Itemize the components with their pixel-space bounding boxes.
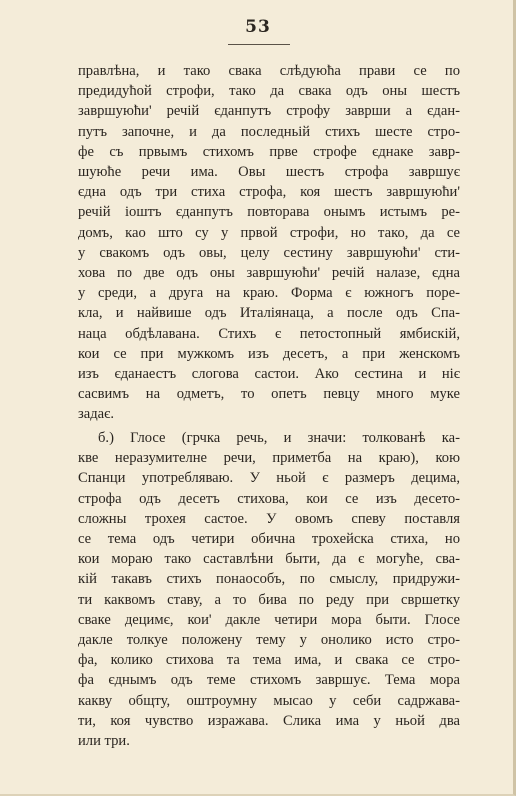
text-line: кій такавъ стихъ понаособъ, по смыслу, придружи- [78, 571, 460, 588]
text-line: фа єднымъ одъ теме стихомъ завршує. Тема мора [78, 672, 460, 689]
text-line: задає. [78, 406, 115, 423]
text-line: домъ, као што су у првой строфи, но тако, да се [78, 224, 460, 241]
text-line: изъ єданаестъ слогова састои. Ако сестина и ніє [78, 366, 460, 382]
text-line: шуюће речи има. Овы шестъ строфа завршує [78, 164, 460, 180]
text-line: дакле толкуе положену тему у онолико исто стро- [78, 632, 460, 648]
text-line: путъ започне, и да последньій стихъ шесте стро- [78, 123, 460, 140]
text-line: строфа одъ десетъ стихова, кои се изъ десето- [78, 490, 460, 507]
text-line: ти каквомъ ставу, а то бива по реду при свршетку [78, 591, 460, 608]
text-line: Спанци употребляваю. У ньой є размеръ децима, [78, 470, 460, 487]
text-line: сложны трохея састое. У овомъ спеву поставля [78, 510, 460, 527]
text-line: сваке децимє, кои' дакле четири мора быти. Глосе [78, 611, 460, 628]
text-line: б.) Глосе (грчка речь, и значи: толкованѣ ка- [98, 430, 460, 446]
text-line: наца обдѣлавана. Стихъ є петостопный ямбискій, [78, 325, 460, 342]
text-line: речій іоштъ єданпутъ повторава онымъ истымъ ре- [78, 204, 460, 221]
text-line: кои мораю тако саставлѣни быти, да є могуће, сва- [78, 551, 460, 568]
text-line: кои се при мужкомъ изъ десетъ, а при женскомъ [78, 345, 460, 362]
text-line: кве неразумителне речи, приметба на краю), кою [78, 450, 460, 467]
text-line: ти, коя чувство изражава. Слика има у ньой два [78, 712, 460, 729]
text-line: се тема одъ четири обична трохейска стиха, но [78, 531, 460, 547]
text-line: фе съ првымъ стихомъ прве строфе єднаке завр- [78, 143, 460, 160]
text-line: єдна одъ три стиха строфа, коя шестъ завршуюћи' [78, 184, 460, 201]
text-line: завршуюћи' речій єданпутъ строфу заврши а єдан- [78, 103, 460, 120]
text-line: у среди, а друга на краю. Форма є южногъ поре- [78, 285, 460, 302]
text-line: предидућой строфи, тако да свака одъ оны шестъ [78, 83, 460, 100]
text-line: сасвимъ на одметъ, то опетъ певцу много муке [78, 386, 460, 403]
text-line: какву общту, оштроумну мысао у себи садржава- [78, 692, 460, 709]
header-rule [228, 44, 290, 45]
text-line: или три. [78, 733, 130, 749]
page-number: 53 [245, 17, 271, 37]
text-line: хова по две одъ оны завршуюћи' речій налазе, єдна [78, 265, 460, 281]
text-line: правлѣна, и тако свака слѣдуюћа прави се по [78, 63, 460, 79]
text-line: у свакомъ одъ овы, целу сестину завршуюћи' сти- [78, 244, 460, 261]
text-line: фа, колико стихова та тема има, и свака се стро- [78, 652, 460, 669]
text-line: кла, и найвише одъ Италіянаца, а после одъ Спа- [78, 305, 460, 322]
